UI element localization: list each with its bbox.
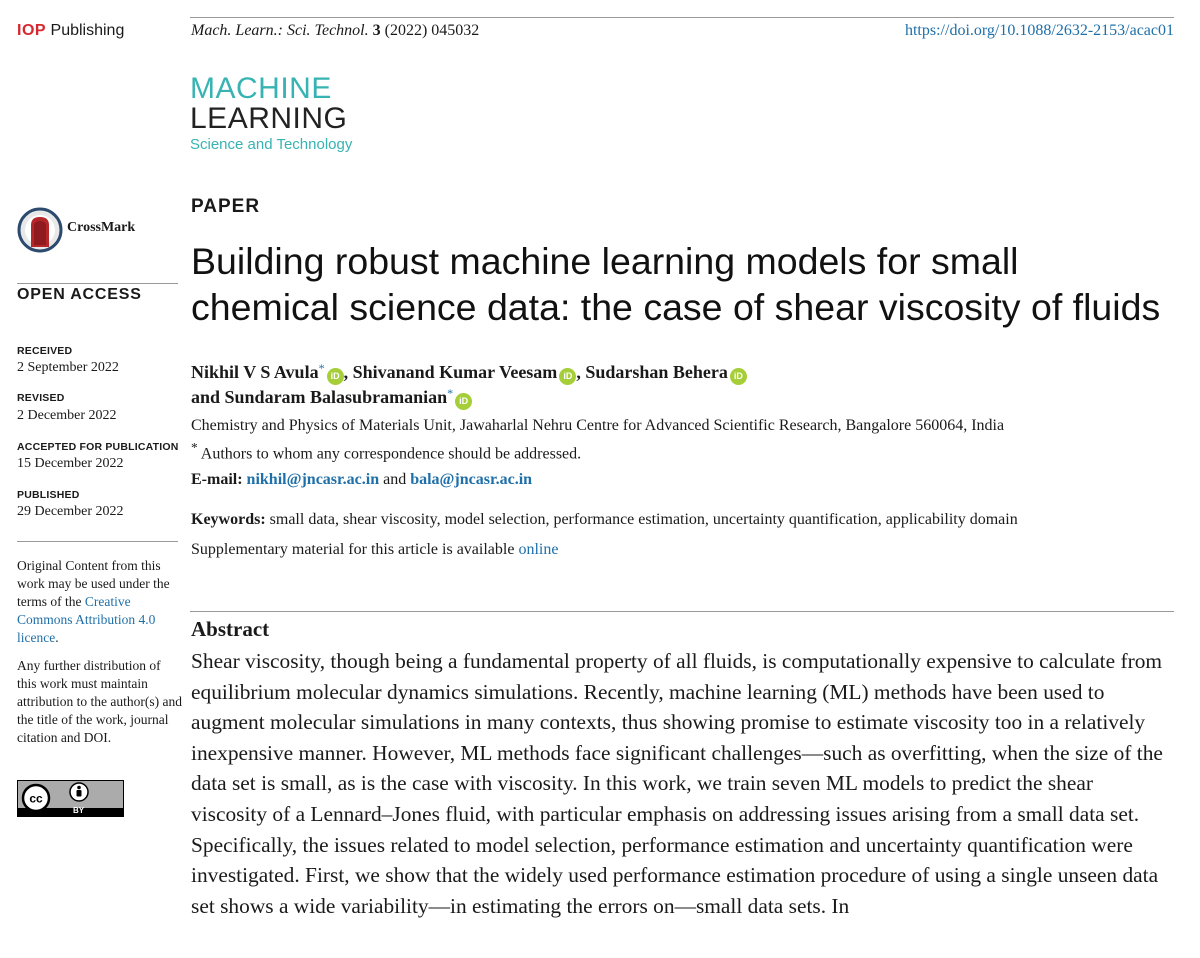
supplementary-online-link[interactable]: online <box>518 541 559 558</box>
sidebar-rule <box>17 283 178 284</box>
orcid-icon[interactable]: iD <box>559 368 576 385</box>
journal-logo-line-1: MACHINE <box>190 72 332 105</box>
distribution-statement: Any further distribution of this work must maintain attribution to the author(s) and the title of the work, journal citation and DOI. <box>17 658 182 745</box>
journal-volume: 3 <box>372 22 381 39</box>
cc-licence-link[interactable]: Creative Commons Attribution 4.0 licence <box>17 594 156 645</box>
crossmark-label: CrossMark <box>67 220 136 235</box>
doi-link[interactable]: https://doi.org/10.1088/2632-2153/acac01 <box>904 22 1174 39</box>
supplementary-text: Supplementary material for this article is available <box>191 541 515 558</box>
supplementary-line <box>191 539 558 561</box>
journal-logo <box>190 74 352 155</box>
crossmark-badge[interactable] <box>17 205 178 255</box>
open-access-label: OPEN ACCESS <box>17 286 142 303</box>
paper-type-label: PAPER <box>191 196 261 217</box>
keywords-line <box>191 509 1018 531</box>
author-name[interactable]: Nikhil V S Avula <box>191 362 319 382</box>
orcid-icon[interactable]: iD <box>327 368 344 385</box>
licence-prefix: Original Content from this work may be used under the terms of the <box>17 558 170 609</box>
journal-citation <box>191 21 479 41</box>
author-name[interactable]: and Sundaram Balasubramanian <box>191 387 448 407</box>
email-label: E-mail: <box>191 471 243 488</box>
accepted-label: ACCEPTED FOR PUBLICATION <box>17 441 179 453</box>
accepted-date: 15 December 2022 <box>17 456 124 471</box>
email-link-bala[interactable]: bala@jncasr.ac.in <box>410 471 533 488</box>
email-join: and <box>383 471 407 488</box>
keywords-text: small data, shear viscosity, model selection, performance estimation, uncertainty quantification, applicability domain <box>269 511 1018 528</box>
revised-label: REVISED <box>17 392 65 404</box>
author-separator: , <box>576 362 586 382</box>
cc-by-icon <box>17 780 124 817</box>
article-title: Building robust machine learning models for small chemical science data: the case of shear viscosity of fluids <box>191 240 1161 328</box>
licence-statement <box>17 557 182 647</box>
received-date: 2 September 2022 <box>17 360 119 375</box>
correspondence-note <box>191 437 581 465</box>
journal-year-article: (2022) 045032 <box>384 22 480 39</box>
corresponding-marker: * <box>447 386 454 400</box>
author-name[interactable]: Shivanand Kumar Veesam <box>352 362 558 382</box>
orcid-icon[interactable]: iD <box>455 393 472 410</box>
revised-date: 2 December 2022 <box>17 408 117 423</box>
email-line <box>191 469 532 491</box>
cc-badge-by: BY <box>73 806 85 815</box>
received-label: RECEIVED <box>17 345 73 357</box>
affiliation: Chemistry and Physics of Materials Unit, Jawaharlal Nehru Centre for Advanced Scientific Research, Bangalore 560064, India <box>191 417 1005 434</box>
cc-by-badge[interactable] <box>17 780 124 817</box>
abstract-rule <box>190 611 1174 612</box>
correspondence-text: Authors to whom any correspondence should be addressed. <box>200 445 582 463</box>
author-separator: , <box>343 362 353 382</box>
correspondence-mark: * <box>191 440 198 455</box>
journal-logo-line-2: LEARNING <box>190 102 348 135</box>
published-date: 29 December 2022 <box>17 504 124 519</box>
abstract-heading: Abstract <box>191 617 270 641</box>
licence-suffix: . <box>55 630 59 645</box>
iop-publishing-logo[interactable] <box>17 21 124 41</box>
header-rule <box>190 17 1174 18</box>
orcid-icon[interactable]: iD <box>730 368 747 385</box>
crossmark-icon <box>17 207 63 253</box>
corresponding-marker: * <box>318 361 325 375</box>
published-label: PUBLISHED <box>17 489 80 501</box>
email-link-nikhil[interactable]: nikhil@jncasr.ac.in <box>246 471 380 488</box>
author-list <box>191 360 1171 410</box>
iop-mark: IOP <box>17 22 47 39</box>
publisher-name: Publishing <box>50 22 125 39</box>
sidebar-rule <box>17 541 178 542</box>
journal-logo-line-3: Science and Technology <box>190 136 353 153</box>
svg-text:cc: cc <box>29 791 43 806</box>
abstract-body: Shear viscosity, though being a fundamental property of all fluids, is computationally expensive to calculate from equilibrium molecular dynamics simulations. Recently, machine learning (ML) methods have been used to augment molecular simulations in many contexts, thus showing promise to estimate viscosity too in a relatively inexpensive manner. However, ML methods face significant challenges—such as overfitting, when the size of the data set is small, as is the case with viscosity. In this work, we train seven ML models to predict the shear viscosity of a Lennard–Jones fluid, with particular emphasis on addressing issues arising from a small data set. Specifically, the issues related to model selection, performance estimation and uncertainty quantification were investigated. First, we show that the widely used performance estimation procedure of using a single unseen data set shows a wide variability—in estimating the errors on—small data sets. In <box>191 649 1163 918</box>
journal-abbrev: Mach. Learn.: Sci. Technol. <box>191 22 369 39</box>
keywords-label: Keywords: <box>191 511 266 528</box>
author-name[interactable]: Sudarshan Behera <box>585 362 728 382</box>
